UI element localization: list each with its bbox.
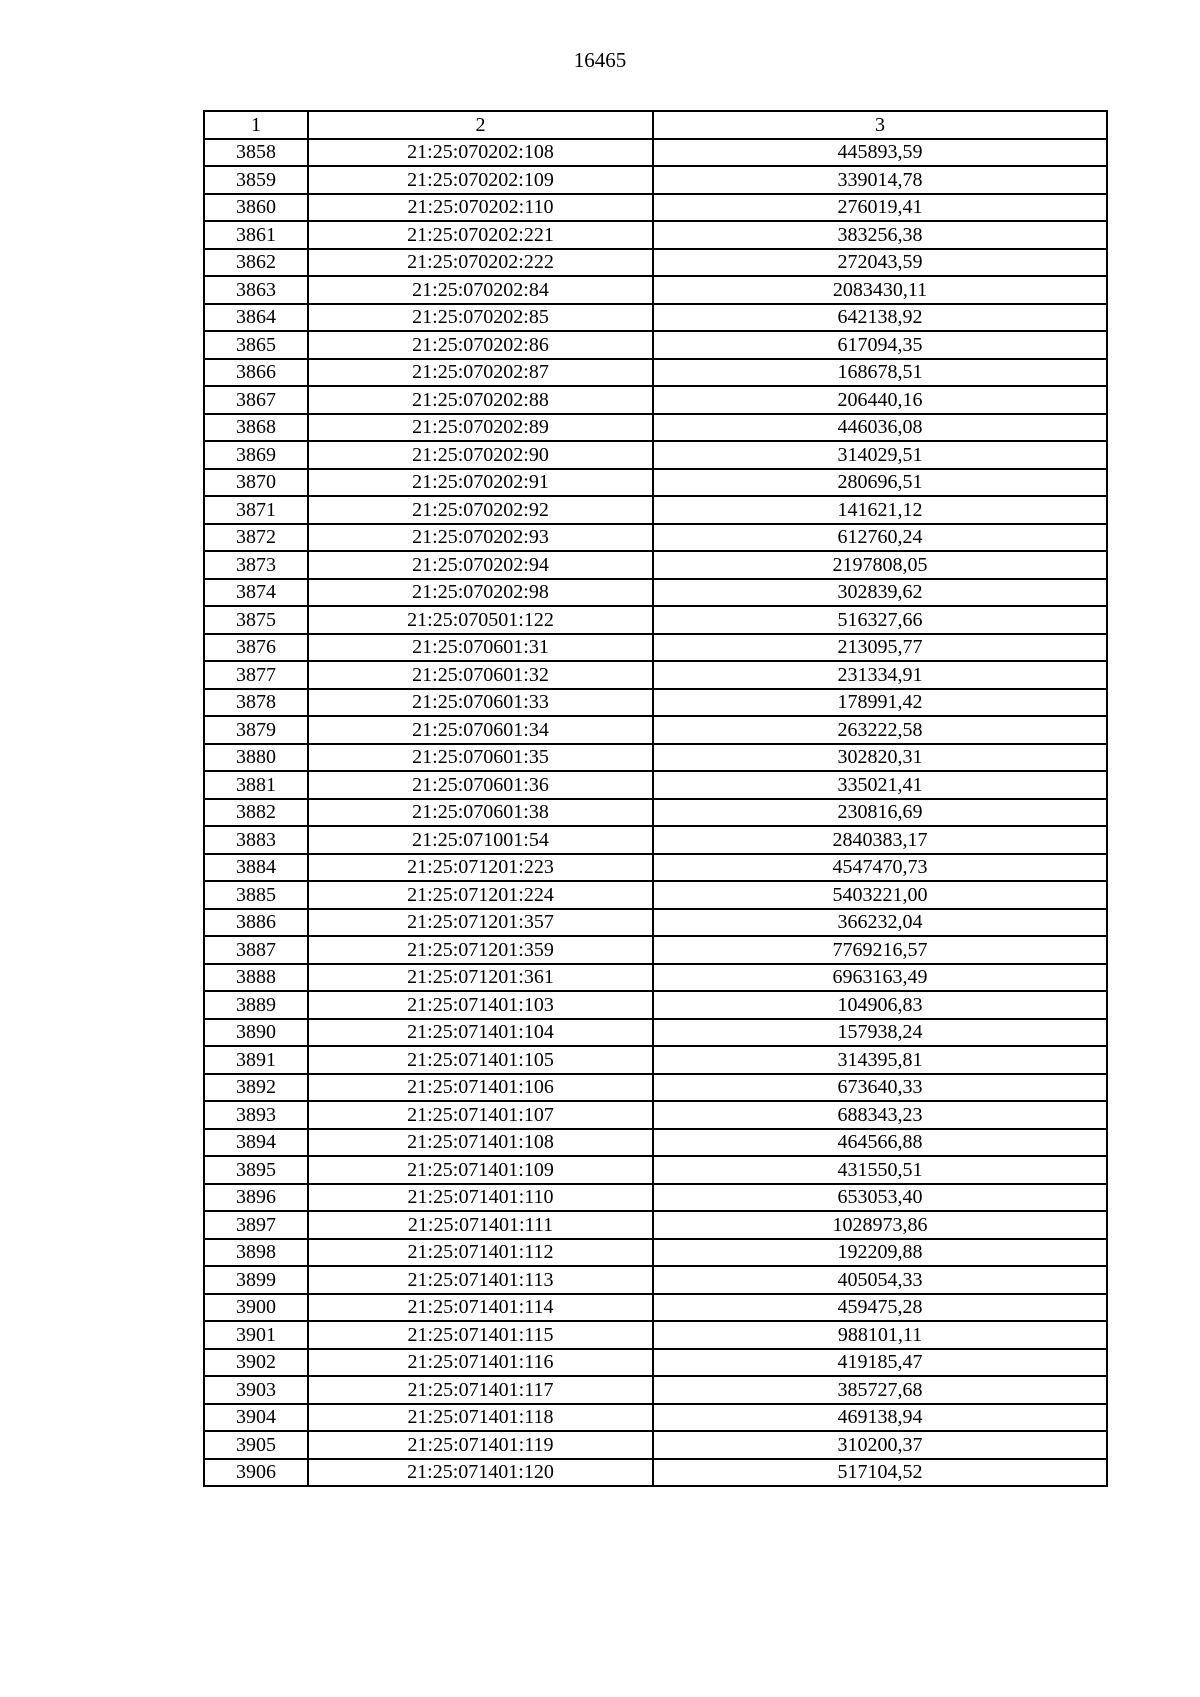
- table-row: [204, 1129, 1107, 1157]
- row-number-cell: 3883: [204, 826, 308, 854]
- value-cell: 673640,33: [653, 1074, 1107, 1102]
- table-row: [204, 524, 1107, 552]
- table-row: [204, 1019, 1107, 1047]
- cadastral-number-cell: 21:25:071201:357: [308, 909, 653, 937]
- table-row: [204, 579, 1107, 607]
- value-cell: 445893,59: [653, 139, 1107, 167]
- value-cell: 192209,88: [653, 1239, 1107, 1267]
- table-row: [204, 221, 1107, 249]
- value-cell: 263222,58: [653, 716, 1107, 744]
- cadastral-number-cell: 21:25:071401:119: [308, 1431, 653, 1459]
- table-row: [204, 1156, 1107, 1184]
- value-cell: 459475,28: [653, 1294, 1107, 1322]
- cadastral-number-cell: 21:25:070202:86: [308, 331, 653, 359]
- table-row: [204, 1184, 1107, 1212]
- table-row: [204, 1211, 1107, 1239]
- cadastral-number-cell: 21:25:070202:88: [308, 386, 653, 414]
- row-number-cell: 3859: [204, 166, 308, 194]
- value-cell: 6963163,49: [653, 964, 1107, 992]
- row-number-cell: 3870: [204, 469, 308, 497]
- page-number: 16465: [573, 48, 627, 72]
- value-cell: 2840383,17: [653, 826, 1107, 854]
- value-cell: 366232,04: [653, 909, 1107, 937]
- cadastral-number-cell: 21:25:070601:38: [308, 799, 653, 827]
- value-cell: 385727,68: [653, 1376, 1107, 1404]
- cadastral-number-cell: 21:25:070501:122: [308, 606, 653, 634]
- row-number-cell: 3860: [204, 194, 308, 222]
- table-row: [204, 771, 1107, 799]
- table-row: [204, 1239, 1107, 1267]
- value-cell: 314029,51: [653, 441, 1107, 469]
- cadastral-number-cell: 21:25:070202:84: [308, 276, 653, 304]
- value-cell: 464566,88: [653, 1129, 1107, 1157]
- value-cell: 272043,59: [653, 249, 1107, 277]
- cadastral-number-cell: 21:25:071401:113: [308, 1266, 653, 1294]
- row-number-cell: 3878: [204, 689, 308, 717]
- value-cell: 1028973,86: [653, 1211, 1107, 1239]
- cadastral-number-cell: 21:25:070202:92: [308, 496, 653, 524]
- value-cell: 280696,51: [653, 469, 1107, 497]
- value-cell: 230816,69: [653, 799, 1107, 827]
- row-number-cell: 3867: [204, 386, 308, 414]
- row-number-cell: 3882: [204, 799, 308, 827]
- cadastral-number-cell: 21:25:071201:223: [308, 854, 653, 882]
- row-number-cell: 3896: [204, 1184, 308, 1212]
- row-number-cell: 3895: [204, 1156, 308, 1184]
- row-number-cell: 3886: [204, 909, 308, 937]
- table-row: [204, 1266, 1107, 1294]
- row-number-cell: 3898: [204, 1239, 308, 1267]
- value-cell: 168678,51: [653, 359, 1107, 387]
- column-header-1: 1: [204, 111, 308, 139]
- value-cell: 206440,16: [653, 386, 1107, 414]
- row-number-cell: 3904: [204, 1404, 308, 1432]
- value-cell: 419185,47: [653, 1349, 1107, 1377]
- cadastral-number-cell: 21:25:070601:32: [308, 661, 653, 689]
- row-number-cell: 3863: [204, 276, 308, 304]
- table-row: [204, 1074, 1107, 1102]
- cadastral-number-cell: 21:25:071401:117: [308, 1376, 653, 1404]
- table-row: [204, 1376, 1107, 1404]
- table-row: [204, 496, 1107, 524]
- value-cell: 302820,31: [653, 744, 1107, 772]
- table-row: [204, 716, 1107, 744]
- row-number-cell: 3866: [204, 359, 308, 387]
- cadastral-number-cell: 21:25:071401:103: [308, 991, 653, 1019]
- row-number-cell: 3871: [204, 496, 308, 524]
- table-row: [204, 991, 1107, 1019]
- cadastral-number-cell: 21:25:071401:118: [308, 1404, 653, 1432]
- value-cell: 446036,08: [653, 414, 1107, 442]
- cadastral-number-cell: 21:25:071401:110: [308, 1184, 653, 1212]
- cadastral-number-cell: 21:25:071401:116: [308, 1349, 653, 1377]
- cadastral-number-cell: 21:25:070601:34: [308, 716, 653, 744]
- table-row: [204, 1101, 1107, 1129]
- value-cell: 688343,23: [653, 1101, 1107, 1129]
- table-row: [204, 936, 1107, 964]
- row-number-cell: 3888: [204, 964, 308, 992]
- table-row: [204, 909, 1107, 937]
- column-header-2: 2: [308, 111, 653, 139]
- value-cell: 642138,92: [653, 304, 1107, 332]
- value-cell: 617094,35: [653, 331, 1107, 359]
- value-cell: 988101,11: [653, 1321, 1107, 1349]
- row-number-cell: 3891: [204, 1046, 308, 1074]
- table-row: [204, 661, 1107, 689]
- value-cell: 383256,38: [653, 221, 1107, 249]
- cadastral-number-cell: 21:25:071401:115: [308, 1321, 653, 1349]
- cadastral-number-cell: 21:25:071401:120: [308, 1459, 653, 1487]
- cadastral-number-cell: 21:25:071401:114: [308, 1294, 653, 1322]
- table-row: [204, 1321, 1107, 1349]
- value-cell: 7769216,57: [653, 936, 1107, 964]
- value-cell: 431550,51: [653, 1156, 1107, 1184]
- cadastral-number-cell: 21:25:070202:91: [308, 469, 653, 497]
- table-row: [204, 634, 1107, 662]
- table-row: [204, 689, 1107, 717]
- cadastral-number-cell: 21:25:070202:108: [308, 139, 653, 167]
- cadastral-number-cell: 21:25:071201:361: [308, 964, 653, 992]
- table-row: [204, 881, 1107, 909]
- table-header-row: [204, 111, 1107, 139]
- cadastral-number-cell: 21:25:071201:359: [308, 936, 653, 964]
- row-number-cell: 3868: [204, 414, 308, 442]
- row-number-cell: 3892: [204, 1074, 308, 1102]
- cadastral-number-cell: 21:25:070202:221: [308, 221, 653, 249]
- row-number-cell: 3889: [204, 991, 308, 1019]
- table-row: [204, 1349, 1107, 1377]
- table-row: [204, 469, 1107, 497]
- value-cell: 612760,24: [653, 524, 1107, 552]
- table-row: [204, 854, 1107, 882]
- cadastral-number-cell: 21:25:070202:94: [308, 551, 653, 579]
- value-cell: 516327,66: [653, 606, 1107, 634]
- table-row: [204, 249, 1107, 277]
- row-number-cell: 3877: [204, 661, 308, 689]
- row-number-cell: 3903: [204, 1376, 308, 1404]
- cadastral-number-cell: 21:25:071401:105: [308, 1046, 653, 1074]
- row-number-cell: 3897: [204, 1211, 308, 1239]
- cadastral-number-cell: 21:25:071001:54: [308, 826, 653, 854]
- cadastral-number-cell: 21:25:071401:109: [308, 1156, 653, 1184]
- column-header-3: 3: [653, 111, 1107, 139]
- cadastral-number-cell: 21:25:070202:110: [308, 194, 653, 222]
- table-row: [204, 964, 1107, 992]
- row-number-cell: 3873: [204, 551, 308, 579]
- row-number-cell: 3900: [204, 1294, 308, 1322]
- row-number-cell: 3872: [204, 524, 308, 552]
- value-cell: 653053,40: [653, 1184, 1107, 1212]
- value-cell: 5403221,00: [653, 881, 1107, 909]
- cadastral-number-cell: 21:25:071401:112: [308, 1239, 653, 1267]
- value-cell: 141621,12: [653, 496, 1107, 524]
- row-number-cell: 3901: [204, 1321, 308, 1349]
- value-cell: 178991,42: [653, 689, 1107, 717]
- table-row: [204, 551, 1107, 579]
- table-row: [204, 331, 1107, 359]
- row-number-cell: 3880: [204, 744, 308, 772]
- row-number-cell: 3899: [204, 1266, 308, 1294]
- value-cell: 2197808,05: [653, 551, 1107, 579]
- table-row: [204, 441, 1107, 469]
- row-number-cell: 3906: [204, 1459, 308, 1487]
- row-number-cell: 3885: [204, 881, 308, 909]
- row-number-cell: 3884: [204, 854, 308, 882]
- row-number-cell: 3894: [204, 1129, 308, 1157]
- table-row: [204, 1459, 1107, 1487]
- value-cell: 302839,62: [653, 579, 1107, 607]
- cadastral-number-cell: 21:25:071401:106: [308, 1074, 653, 1102]
- value-cell: 339014,78: [653, 166, 1107, 194]
- table-row: [204, 359, 1107, 387]
- value-cell: 469138,94: [653, 1404, 1107, 1432]
- value-cell: 314395,81: [653, 1046, 1107, 1074]
- value-cell: 2083430,11: [653, 276, 1107, 304]
- cadastral-number-cell: 21:25:071401:104: [308, 1019, 653, 1047]
- value-cell: 310200,37: [653, 1431, 1107, 1459]
- cadastral-number-cell: 21:25:070202:93: [308, 524, 653, 552]
- table-row: [204, 194, 1107, 222]
- table-row: [204, 1046, 1107, 1074]
- value-cell: 517104,52: [653, 1459, 1107, 1487]
- cadastral-number-cell: 21:25:070601:31: [308, 634, 653, 662]
- value-cell: 4547470,73: [653, 854, 1107, 882]
- cadastral-number-cell: 21:25:071401:111: [308, 1211, 653, 1239]
- value-cell: 335021,41: [653, 771, 1107, 799]
- table-row: [204, 386, 1107, 414]
- cadastral-number-cell: 21:25:070601:35: [308, 744, 653, 772]
- row-number-cell: 3890: [204, 1019, 308, 1047]
- row-number-cell: 3865: [204, 331, 308, 359]
- row-number-cell: 3876: [204, 634, 308, 662]
- row-number-cell: 3893: [204, 1101, 308, 1129]
- cadastral-number-cell: 21:25:070202:109: [308, 166, 653, 194]
- cadastral-number-cell: 21:25:070202:85: [308, 304, 653, 332]
- cadastral-number-cell: 21:25:071401:108: [308, 1129, 653, 1157]
- table-row: [204, 1294, 1107, 1322]
- row-number-cell: 3869: [204, 441, 308, 469]
- table-row: [204, 826, 1107, 854]
- row-number-cell: 3861: [204, 221, 308, 249]
- row-number-cell: 3902: [204, 1349, 308, 1377]
- value-cell: 276019,41: [653, 194, 1107, 222]
- table-row: [204, 304, 1107, 332]
- cadastral-number-cell: 21:25:071201:224: [308, 881, 653, 909]
- row-number-cell: 3864: [204, 304, 308, 332]
- cadastral-number-cell: 21:25:070601:36: [308, 771, 653, 799]
- table-row: [204, 414, 1107, 442]
- table-row: [204, 276, 1107, 304]
- table-body: [204, 139, 1107, 1487]
- cadastral-number-cell: 21:25:070202:222: [308, 249, 653, 277]
- table-row: [204, 744, 1107, 772]
- row-number-cell: 3858: [204, 139, 308, 167]
- cadastral-number-cell: 21:25:070202:89: [308, 414, 653, 442]
- table-row: [204, 139, 1107, 167]
- data-table: [203, 110, 1108, 1487]
- value-cell: 157938,24: [653, 1019, 1107, 1047]
- table-row: [204, 799, 1107, 827]
- cadastral-number-cell: 21:25:070202:98: [308, 579, 653, 607]
- value-cell: 405054,33: [653, 1266, 1107, 1294]
- row-number-cell: 3879: [204, 716, 308, 744]
- cadastral-number-cell: 21:25:070601:33: [308, 689, 653, 717]
- row-number-cell: 3881: [204, 771, 308, 799]
- table-row: [204, 1404, 1107, 1432]
- row-number-cell: 3875: [204, 606, 308, 634]
- cadastral-number-cell: 21:25:071401:107: [308, 1101, 653, 1129]
- value-cell: 104906,83: [653, 991, 1107, 1019]
- value-cell: 231334,91: [653, 661, 1107, 689]
- table-row: [204, 606, 1107, 634]
- row-number-cell: 3887: [204, 936, 308, 964]
- row-number-cell: 3905: [204, 1431, 308, 1459]
- table-row: [204, 1431, 1107, 1459]
- table-row: [204, 166, 1107, 194]
- cadastral-number-cell: 21:25:070202:87: [308, 359, 653, 387]
- value-cell: 213095,77: [653, 634, 1107, 662]
- cadastral-number-cell: 21:25:070202:90: [308, 441, 653, 469]
- row-number-cell: 3874: [204, 579, 308, 607]
- row-number-cell: 3862: [204, 249, 308, 277]
